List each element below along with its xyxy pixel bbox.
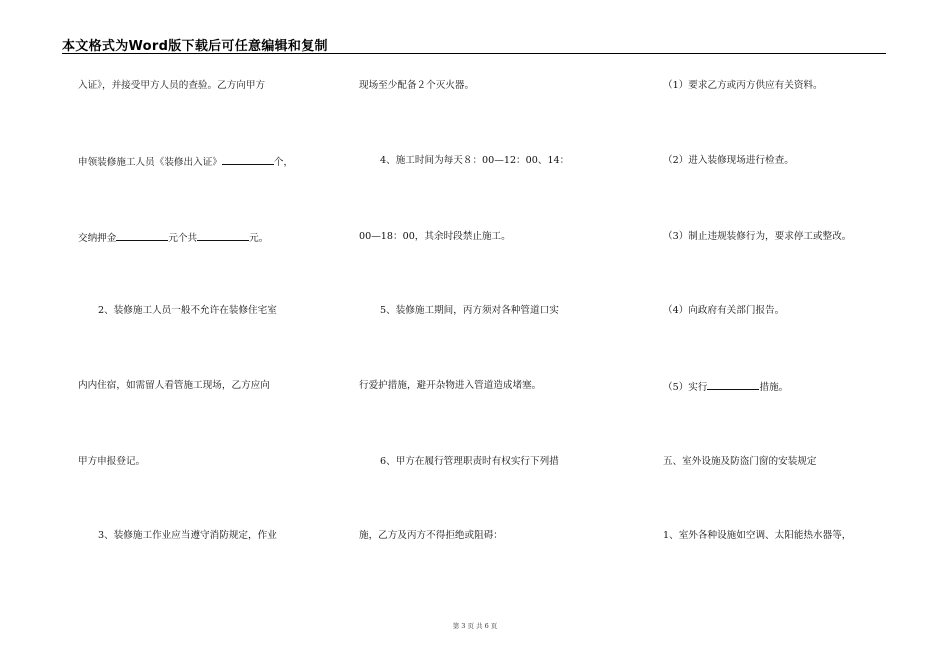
col3-line-6: 五、室外设施及防盗门窗的安装规定: [663, 456, 817, 467]
fill-blank: [707, 380, 759, 390]
col3-line-1: （1）要求乙方或丙方供应有关资料。: [663, 80, 823, 91]
col2-line-7: 施，乙方及丙方不得拒绝或阻碍：: [359, 530, 503, 541]
header-divider: [62, 53, 886, 54]
col1-line-2-tail: 个，: [273, 157, 294, 168]
col3-line-2: （2）进入装修现场进行检查。: [663, 155, 794, 166]
fill-blank: [197, 231, 249, 241]
col3-line-5-tail: 措施。: [759, 382, 789, 393]
col1-line-1: 入证》，并接受甲方人员的查验。乙方向甲方: [78, 80, 266, 91]
col3-line-3: （3）制止违规装修行为，要求停工或整改。: [663, 231, 852, 242]
col2-line-4: 5、装修施工期间，丙方须对各种管道口实: [380, 305, 559, 316]
fill-blank: [222, 155, 274, 165]
col2-line-6: 6、甲方在履行管理职责时有权实行下列措: [380, 456, 559, 467]
col1-line-3-mid: 元个共: [168, 233, 198, 244]
col2-line-3: 00—18：00，其余时段禁止施工。: [359, 231, 511, 242]
col1-line-4: 2、装修施工人员一般不允许在装修住宅室: [98, 305, 277, 316]
col1-line-3-text: 交纳押金: [78, 233, 117, 244]
page-number: 第 3 页 共 6 页: [452, 622, 498, 630]
fill-blank: [116, 231, 168, 241]
col1-line-3-tail: 元。: [249, 233, 269, 244]
col3-line-5-text: （5）实行: [663, 382, 708, 393]
col3-line-7: 1、室外各种设施如空调、太阳能热水器等，: [663, 530, 852, 541]
col1-line-3: [78, 231, 268, 245]
col2-line-1: 现场至少配备２个灭火器。: [359, 80, 475, 91]
col1-line-6: 甲方申报登记。: [78, 456, 146, 467]
col1-line-2-text: 申领装修施工人员《装修出入证》: [78, 157, 222, 168]
col1-line-5: 内内住宿，如需留人看管施工现场，乙方应向: [78, 380, 270, 391]
col1-line-7: 3、装修施工作业应当遵守消防规定，作业: [98, 530, 277, 541]
col2-line-5: 行爱护措施，避开杂物进入管道造成堵塞。: [359, 380, 542, 391]
col3-line-4: （4）向政府有关部门报告。: [663, 305, 785, 316]
document-header-title: 本文格式为Word版下载后可任意编辑和复制: [62, 39, 328, 54]
col3-line-5: [663, 380, 788, 394]
col1-line-2: [78, 155, 293, 169]
col2-line-2: 4、施工时间为每天８：00—12：00、14：: [380, 155, 570, 166]
